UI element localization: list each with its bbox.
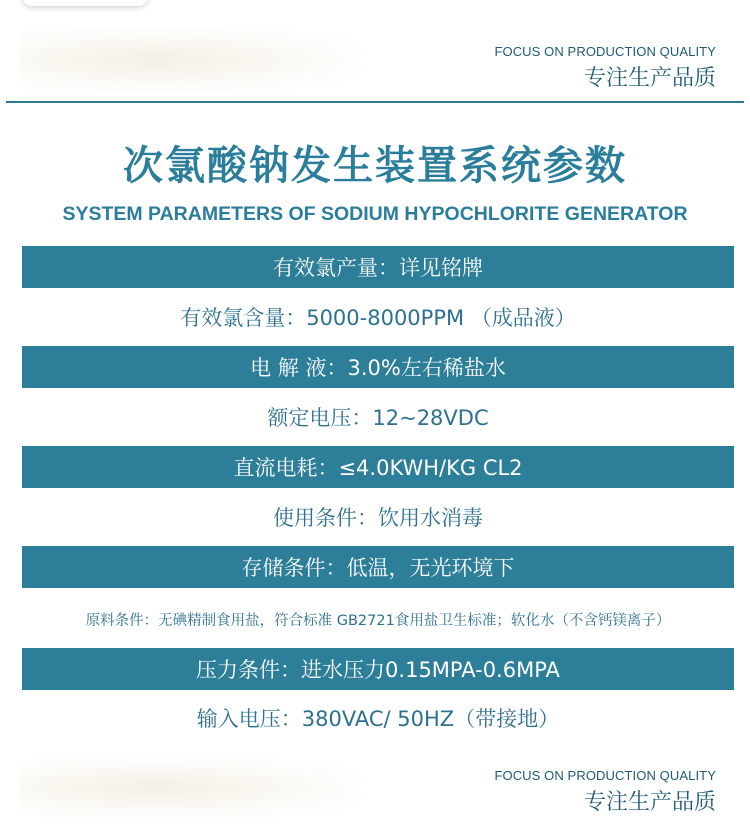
brand-footer	[494, 768, 716, 816]
param-row-usage-condition: 使用条件：饮用水消毒	[273, 506, 483, 530]
page-subtitle: SYSTEM PARAMETERS OF SODIUM HYPOCHLORITE GENERATOR	[62, 203, 688, 225]
param-row-input-voltage: 输入电压：380VAC/ 50HZ（带接地）	[196, 707, 560, 731]
param-row-chlorine-output: 有效氯产量：详见铭牌	[22, 246, 734, 288]
brand-tagline-en: FOCUS ON PRODUCTION QUALITY	[494, 768, 716, 783]
brand-header	[494, 44, 716, 92]
param-row-dc-consumption: 直流电耗：≤4.0KWH/KG CL2	[22, 446, 734, 488]
brand-logo-blur-bottom	[20, 758, 360, 818]
param-row-pressure: 压力条件：进水压力0.15MPA-0.6MPA	[22, 648, 734, 690]
page-title: 次氯酸钠发生装置系统参数	[123, 143, 627, 189]
brand-logo-blur-top	[20, 28, 360, 92]
top-card-edge	[22, 0, 148, 6]
param-row-electrolyte: 电 解 液：3.0%左右稀盐水	[22, 346, 734, 388]
param-row-rated-voltage: 额定电压：12~28VDC	[267, 406, 489, 430]
param-row-raw-material: 原料条件：无碘精制食用盐，符合标准 GB2721食用盐卫生标准；软化水（不含钙镁离子）	[85, 612, 671, 629]
param-row-storage-condition: 存储条件：低温，无光环境下	[22, 546, 734, 588]
param-row-chlorine-content: 有效氯含量：5000-8000PPM （成品液）	[180, 306, 576, 330]
brand-tagline-cn: 专注生产品质	[583, 790, 716, 815]
brand-tagline-en: FOCUS ON PRODUCTION QUALITY	[494, 44, 716, 59]
header-divider	[6, 101, 744, 103]
brand-tagline-cn: 专注生产品质	[583, 66, 716, 91]
